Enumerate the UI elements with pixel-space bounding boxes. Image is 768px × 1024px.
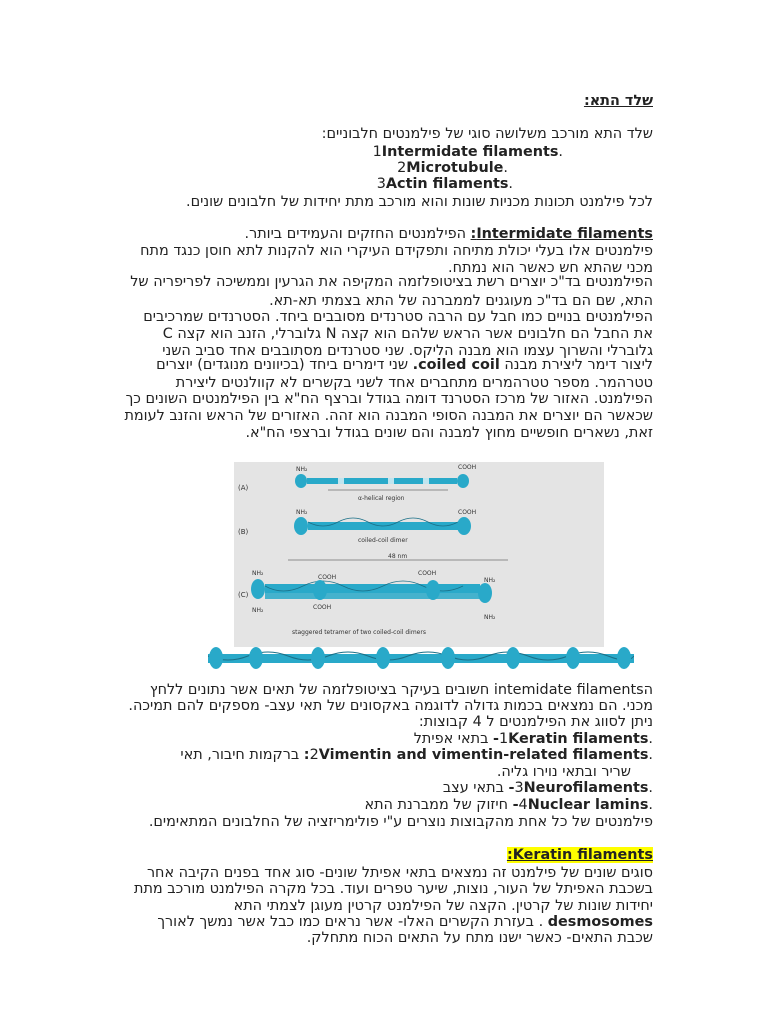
list-number: .1 [498,731,653,747]
paragraph-line: מכני שהתא חש כאשר הוא נמתח. [448,260,653,276]
paragraph-line: פילמנטים אלו בעלי יכולת מתיחה ותפקידם העיקרי הוא להקנות לתא חוסן כנגד מתח [140,243,653,259]
rope-knob [617,647,631,669]
panel-label-c: (C) [238,591,249,599]
paragraph-line: טטרהמר. מספר טטרהמרים מתחברים אחד לשני בקשרים לא קוולנטים ליצירת [175,375,653,391]
paragraph-line: ניתן לסווג את הפילמנטים ל 4 קבוצות: [418,714,653,730]
linker [423,478,429,484]
paragraph-line: הפילמנטים בד"כ יוצרים רשת בציטופלזמה המקיפה את הגרעין וממשיכה לפריפריה של [130,274,653,290]
paragraph-line: את החבל הם חלבונים אשר הראש שלהם הוא קצה N גלוברלי, הזנב הוא קצה C [162,326,653,342]
dimer-caption: coiled-coil dimer [358,537,408,544]
linker [338,478,344,484]
group-desc: בתאי אפיתל [413,731,493,747]
rope-knob [376,647,390,669]
cooh-label: COOH [318,574,337,581]
intro-summary: לכל פילמנט תכונות מכניות שונות והוא מורכב מתת יחידות של חלבונים שונים. [186,194,653,210]
nh2-label: NH₂ [296,466,308,473]
text-run: ה [643,682,653,698]
text-run: ליצור דימר ליצירת מבנה [499,357,653,373]
section-title-term: Intermidate filaments: [470,226,653,242]
head-domain [294,517,308,535]
scale-label: 48 nm [388,553,408,560]
paragraph-line: בשכבת האפיתל של העור, נוצות, שיער טפרים ועוד. בכל מקרה הפילמנט מורכב מתת [134,881,653,897]
text-run-latin: intemidate filaments [493,682,644,698]
nh2-label: NH₂ [296,509,308,516]
keratin-title: Keratin filaments: [506,847,653,863]
list-number: .3 [514,780,653,796]
paragraph-line: שכבת התאים- כאשר ישנו מתח על התאים הכוח מתחלק. [306,930,653,946]
paragraph-line: פילמנטים של כל אחת מהקבוצות נוצרים ע"י פולימריזציה של החלבונים המתאימים. [148,814,653,830]
paragraph-line: גלוברלי והשרוך עצמו הוא מבנה הליקס. שני סטרנדים מסתובבים אחד סביב השני [162,343,653,359]
alpha-helix-rod [307,478,457,484]
tail-domain [313,580,327,600]
paragraph-line: הפילמנט. האזור של מרכז הסטרנד דומה בגודל וברצף הח"א בין הפילמנטים השונים כך [125,391,653,407]
cooh-label: COOH [418,570,437,577]
linker [388,478,394,484]
rope-knob [506,647,520,669]
paragraph-line: שכאשר הם יוצרים את המבנה הסופי המבנה הוא זהה. האזורים של הראש והזנב לעומת [124,408,653,424]
list-number: .4 [518,797,653,813]
filament-structure-figure [208,462,634,676]
rope-knob [566,647,580,669]
list-item [93,175,653,195]
tetramer-caption: staggered tetramer of two coiled-coil dimers [292,629,426,636]
section-title-rest: הפילמנטים החזקים והעמידים ביותר. [244,226,471,242]
rope-knob [209,647,223,669]
group-name: Vimentin and vimentin-related filaments: [303,747,649,763]
list-term: Intermidate filaments [381,144,559,160]
paragraph-line: יחידות שונות של קרטין. הקצה של הפילמנט קרטין מעוגן לצמתי התא [233,898,653,914]
group-name: Nuclear lamins- [512,797,649,813]
panel-label-b: (B) [238,528,249,536]
group-desc: ברקמות חיבור, תאי [180,747,304,763]
group-desc: חיזוק של ממברנת התא [364,797,513,813]
list-number: .2 [309,747,653,763]
paragraph-line: הפילמנטים בנויים כמו חבל עם הרבה סטרנדים מסובבים ביחד. הסטרנדים שמרכיבים [143,309,653,325]
rope-knob [441,647,455,669]
paragraph-line: מכני. הם נמצאים בכמות גדולה לדוגמה באקסונים של תאי עצב- מספקים להם תמיכה. [128,698,653,714]
cooh-label: COOH [458,509,477,516]
heading-text: שלד התא: [583,93,653,109]
text-run-bold: coiled coil. [412,357,500,373]
head-domain [295,474,307,488]
head-domain [251,579,265,599]
tail-domain [457,517,471,535]
text-run: חשובים בעיקר בציטופלזמה של תאים אשר נתונים ללחץ [149,682,494,698]
paragraph-line: התא, שם הם בד"כ מעוגנים לממברנה של התא בצמתי תא-תא. [269,293,653,309]
section-title [93,846,653,866]
text-run-bold: desmosomes [547,914,653,930]
text-run: . בעזרת הקשרים האלו- אשר נראים כמו כבל אשר נמשך לאורך [157,914,548,930]
group-desc: בתאי עצב [442,780,509,796]
nh2-label: NH₂ [252,570,264,577]
group-name: Neurofilaments- [508,780,649,796]
paragraph-line: זאת, נשארים חופשיים מחוץ למבנה והם שונים בגודל וברצפי הח"א. [245,425,653,441]
group-name: Keratin filaments- [492,731,649,747]
list-number: .2 [397,160,508,176]
group-item-continued: שריר ובתאי נוירו גליה. [496,764,631,780]
list-term: Microtubule [406,160,504,176]
cooh-label: COOH [458,464,477,471]
text-run: שני דימרים ביחד (בכיוונים מנוגדים) יוצרים [156,357,413,373]
paragraph-line: סוגים שונים של פילמנט זה נמצאים בתאי אפיתל שונים- סוג אחד בפנים הקיבה אחר [146,865,653,881]
list-number: .1 [372,144,563,160]
list-term: Actin filaments [385,176,509,192]
nh2-label: NH₂ [252,607,264,614]
intro-line: שלד התא מורכב משלושה סוגי של פילמנטים חלבוניים: [321,126,653,142]
nh2-label: NH₂ [484,577,496,584]
page-heading [93,92,653,112]
tail-domain [426,580,440,600]
paragraph-line [93,356,653,376]
rope-knob [249,647,263,669]
alpha-helical-region-label: α-helical region [358,495,405,502]
head-domain [478,583,492,603]
tail-domain [457,474,469,488]
panel-label-a: (A) [238,484,249,492]
cooh-label: COOH [313,604,332,611]
rope-knob [311,647,325,669]
tetramer-strand [265,590,480,599]
list-number: .3 [376,176,513,192]
nh2-label: NH₂ [484,614,496,621]
